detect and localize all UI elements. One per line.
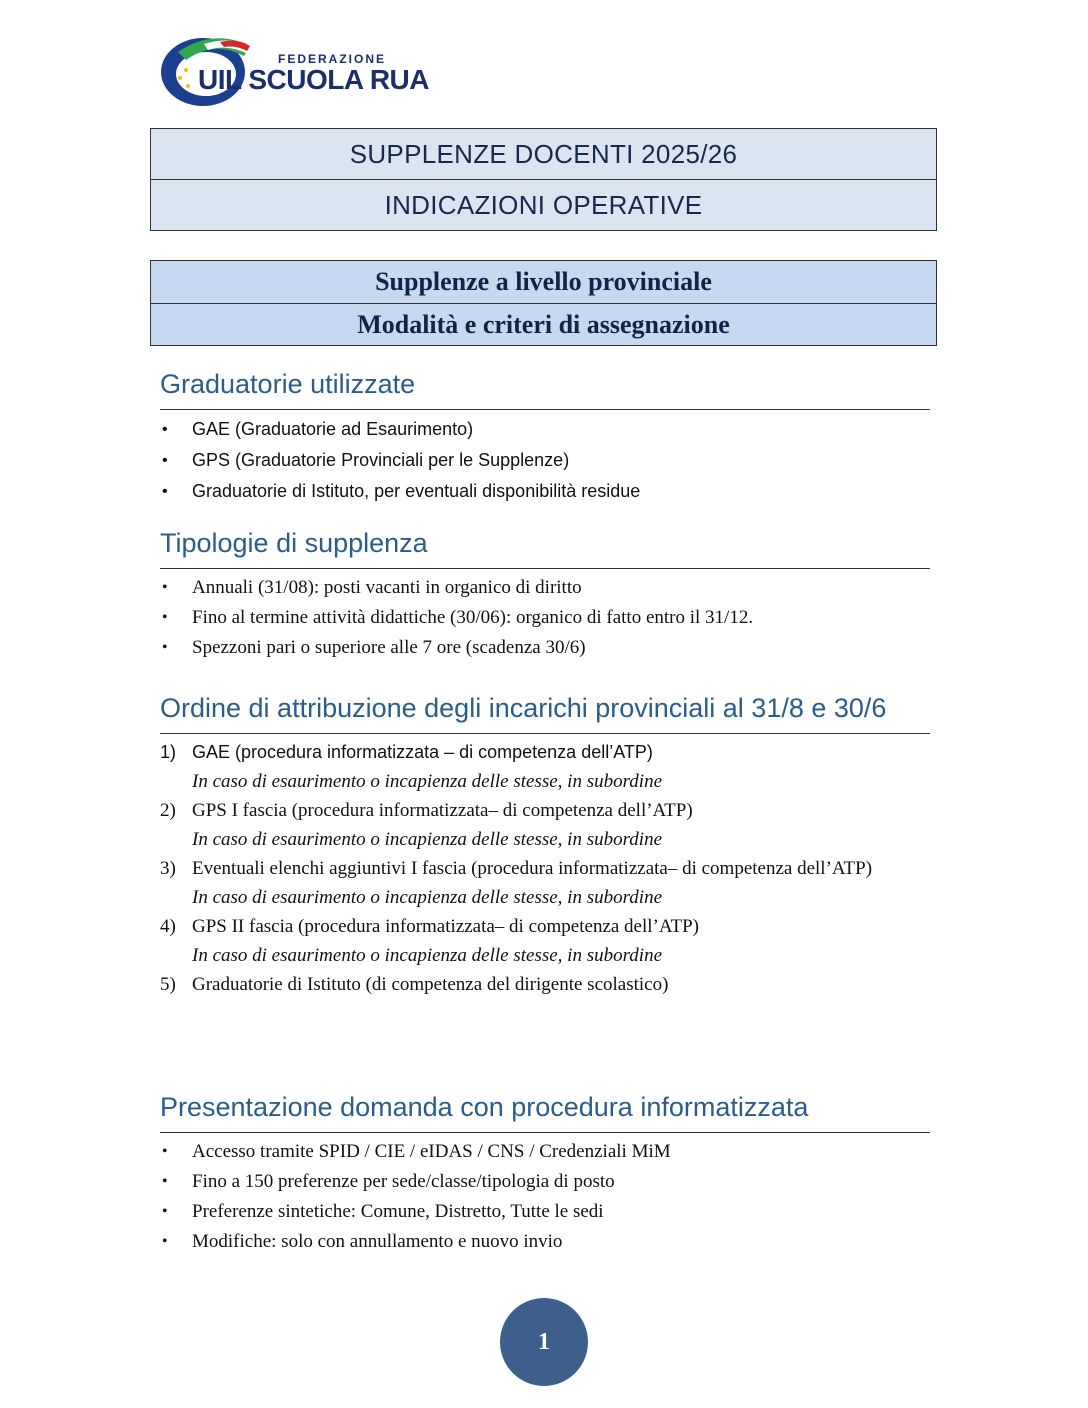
- bullet-list: [160, 1137, 930, 1257]
- bullet-list: [160, 414, 930, 507]
- subtitle-box: [150, 260, 937, 346]
- list-item: • Graduatorie di Istituto, per eventuali disponibilità residue: [160, 476, 930, 507]
- numbered-list: [160, 738, 930, 999]
- section-heading: Graduatorie utilizzate: [160, 362, 930, 410]
- list-item: • Fino a 150 preferenze per sede/classe/tipologia di posto: [160, 1167, 930, 1197]
- list-item: [160, 970, 930, 999]
- item-note: In caso di esaurimento o incapienza delle stesse, in subordine: [192, 829, 663, 850]
- list-item: • Spezzoni pari o superiore alle 7 ore (scadenza 30/6): [160, 633, 930, 663]
- list-item: [160, 796, 930, 854]
- list-item: • Fino al termine attività didattiche (30/06): organico di fatto entro il 31/12.: [160, 603, 930, 633]
- title-line-1: SUPPLENZE DOCENTI 2025/26: [349, 138, 738, 169]
- list-item: [160, 912, 930, 970]
- list-item: • Accesso tramite SPID / CIE / eIDAS / CNS / Credenziali MiM: [160, 1137, 930, 1167]
- item-text: Graduatorie di Istituto (di competenza del dirigente scolastico): [192, 974, 669, 995]
- item-note: In caso di esaurimento o incapienza delle stesse, in subordine: [192, 887, 663, 908]
- subtitle-line-1: Supplenze a livello provinciale: [375, 267, 712, 296]
- section-presentazione: [160, 1085, 930, 1257]
- subtitle-line-2: Modalità e criteri di assegnazione: [151, 303, 936, 346]
- list-item: • GAE (Graduatorie ad Esaurimento): [160, 414, 930, 445]
- logo-federazione-text: FEDERAZIONE: [278, 52, 387, 66]
- bullet-list: [160, 573, 930, 663]
- list-item: • GPS (Graduatorie Provinciali per le Supplenze): [160, 445, 930, 476]
- item-text: Eventuali elenchi aggiuntivi I fascia (procedura informatizzata– di competenza dell’ATP): [192, 858, 873, 879]
- logo-name-text: UIL SCUOLA RUA: [198, 64, 429, 95]
- title-box: [150, 128, 937, 231]
- page-number-badge: 1: [500, 1298, 588, 1386]
- item-number: 4): [160, 916, 176, 937]
- section-ordine: [160, 686, 930, 999]
- item-number: 5): [160, 974, 176, 995]
- section-tipologie: [160, 521, 930, 663]
- item-number: 2): [160, 800, 176, 821]
- list-item: [160, 738, 930, 796]
- list-item: [160, 854, 930, 912]
- item-note: In caso di esaurimento o incapienza delle stesse, in subordine: [192, 945, 663, 966]
- list-item: • Modifiche: solo con annullamento e nuovo invio: [160, 1227, 930, 1257]
- section-graduatorie: [160, 362, 930, 507]
- uil-logo: [158, 32, 448, 114]
- title-line-2: INDICAZIONI OPERATIVE: [151, 179, 936, 231]
- section-heading: Ordine di attribuzione degli incarichi provinciali al 31/8 e 30/6: [160, 686, 930, 734]
- item-text: GPS II fascia (procedura informatizzata– di competenza dell’ATP): [192, 916, 699, 937]
- section-heading: Presentazione domanda con procedura informatizzata: [160, 1085, 930, 1133]
- section-heading: Tipologie di supplenza: [160, 521, 930, 569]
- item-note: In caso di esaurimento o incapienza delle stesse, in subordine: [192, 771, 663, 792]
- item-text: GAE (procedura informatizzata – di competenza dell’ATP): [192, 742, 653, 762]
- list-item: • Annuali (31/08): posti vacanti in organico di diritto: [160, 573, 930, 603]
- list-item: • Preferenze sintetiche: Comune, Distretto, Tutte le sedi: [160, 1197, 930, 1227]
- item-number: 1): [160, 742, 177, 762]
- item-number: 3): [160, 858, 176, 879]
- item-text: GPS I fascia (procedura informatizzata– di competenza dell’ATP): [192, 800, 693, 821]
